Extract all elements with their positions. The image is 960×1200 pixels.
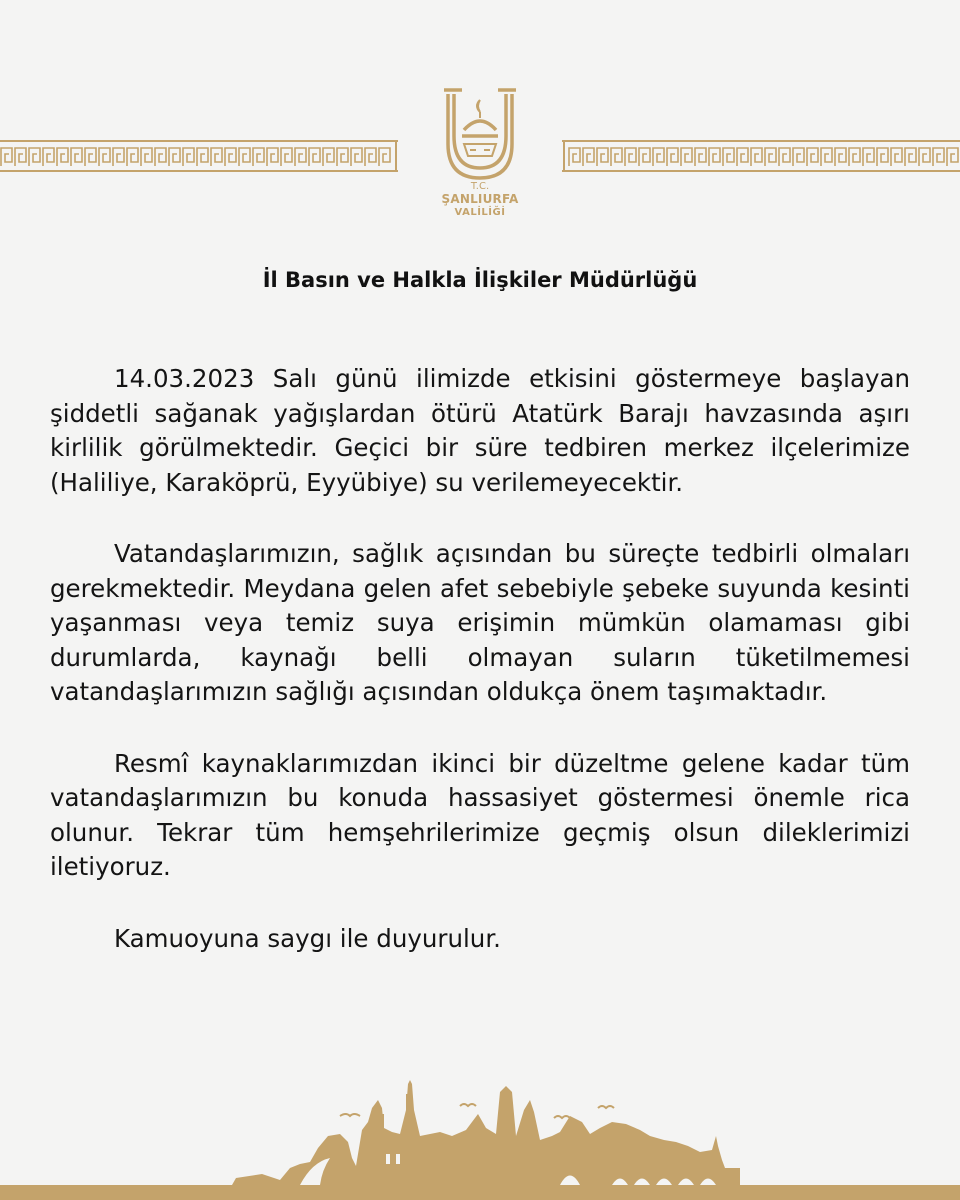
department-heading: İl Basın ve Halkla İlişkiler Müdürlüğü <box>262 268 698 292</box>
paragraph-2: Vatandaşlarımızın, sağlık açısından bu süreçte tedbirli olmaları gerekmektedir. Meydana gelen afet sebebiyle şebeke suyunda kesinti yaşanması veya temiz suya erişimin mümkün olamaması gibi durumlarda, kaynağı belli olmayan suların tüketilmemesi vatandaşlarımızın sağlığı açısından oldukça önem taşımaktadır. <box>50 539 910 706</box>
paragraph-3: Resmî kaynaklarımızdan ikinci bir düzeltme gelene kadar tüm vatandaşlarımızın bu konuda hassasiyet göstermesi önemle rica olunur. Tekrar tüm hemşehrilerimize geçmiş olsun dileklerimizi iletiyoruz. <box>50 748 910 881</box>
announcement-body <box>50 362 910 993</box>
greek-key-border-left <box>0 138 398 174</box>
emblem-governorship-label: VALİLİĞİ <box>454 207 506 218</box>
emblem-tc-label: T.C. <box>470 181 490 192</box>
paragraph-1: 14.03.2023 Salı günü ilimizde etkisini göstermeye başlayan şiddetli sağanak yağışlardan ötürü Atatürk Barajı havzasında aşırı kirlilik görülmektedir. Geçici bir süre tedbiren merkez ilçelerimize (Haliliye, Karaköprü, Eyyübiye) su verilemeyecektir. <box>50 364 910 497</box>
closing-line: Kamuoyuna saygı ile duyurulur. <box>114 923 501 953</box>
greek-key-border-right <box>562 138 960 174</box>
emblem-caption <box>420 180 540 219</box>
city-skyline-footer <box>0 1070 960 1200</box>
emblem-city-label: ŞANLIURFA <box>441 192 519 206</box>
sanliurfa-emblem-icon <box>440 86 520 182</box>
